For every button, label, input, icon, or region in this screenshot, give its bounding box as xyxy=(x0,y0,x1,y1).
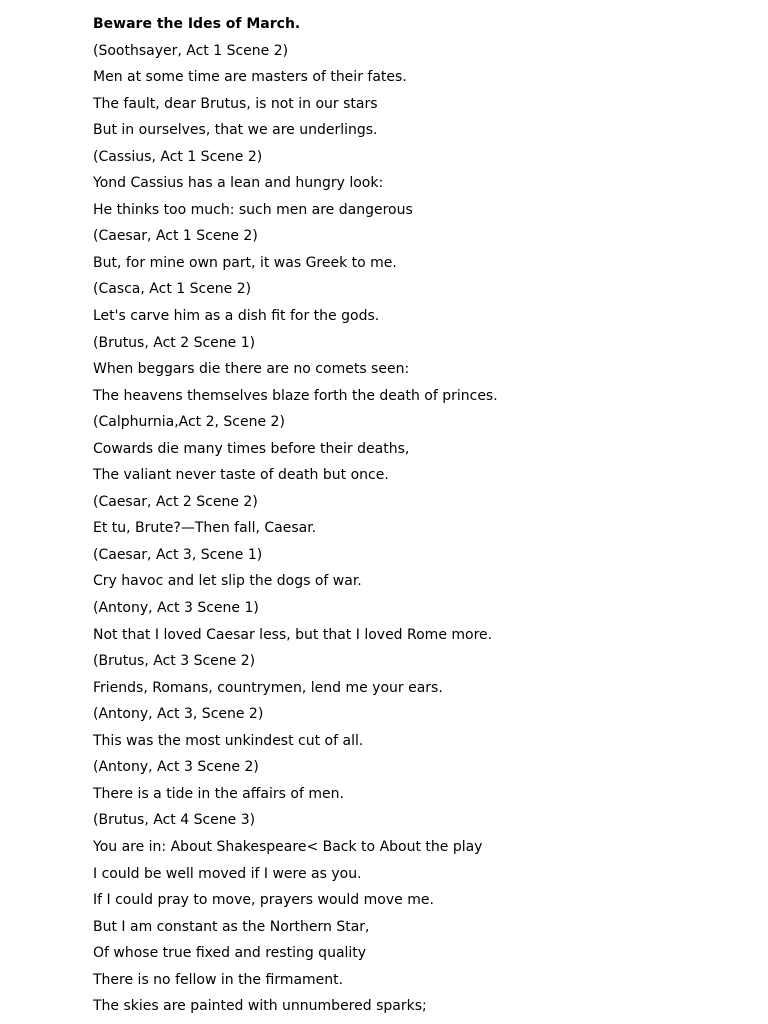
text-line: You are in: About Shakespeare< Back to About the play xyxy=(93,838,483,855)
text-line: Et tu, Brute?—Then fall, Caesar. xyxy=(93,520,317,537)
text-line: (Antony, Act 3, Scene 2) xyxy=(93,706,264,723)
text-line: He thinks too much: such men are dangerous xyxy=(93,201,413,218)
text-line: (Brutus, Act 2 Scene 1) xyxy=(93,334,256,351)
text-line: If I could pray to move, prayers would move me. xyxy=(93,892,434,909)
text-line: (Caesar, Act 3, Scene 1) xyxy=(93,546,263,563)
text-line: (Brutus, Act 3 Scene 2) xyxy=(93,653,256,670)
text-line: But I am constant as the Northern Star, xyxy=(93,918,370,935)
text-line: The skies are painted with unnumbered sparks; xyxy=(93,998,427,1015)
text-line: I could be well moved if I were as you. xyxy=(93,865,362,882)
text-line: Yond Cassius has a lean and hungry look: xyxy=(93,175,384,192)
text-line: Of whose true fixed and resting quality xyxy=(93,945,367,962)
text-line: (Antony, Act 3 Scene 2) xyxy=(93,759,259,776)
text-line: Men at some time are masters of their fates. xyxy=(93,69,407,86)
text-line: (Brutus, Act 4 Scene 3) xyxy=(93,812,256,829)
text-line: (Casca, Act 1 Scene 2) xyxy=(93,281,252,298)
text-line: (Cassius, Act 1 Scene 2) xyxy=(93,148,263,165)
text-line: Cowards die many times before their deaths, xyxy=(93,440,410,457)
text-line: (Caesar, Act 1 Scene 2) xyxy=(93,228,258,245)
text-line: The fault, dear Brutus, is not in our stars xyxy=(93,95,378,112)
text-line: There is a tide in the affairs of men. xyxy=(93,785,344,802)
text-line: (Calphurnia,Act 2, Scene 2) xyxy=(93,414,285,431)
text-line: (Antony, Act 3 Scene 1) xyxy=(93,600,259,617)
text-line: (Soothsayer, Act 1 Scene 2) xyxy=(93,42,289,59)
text-line: (Caesar, Act 2 Scene 2) xyxy=(93,493,258,510)
page-title: Beware the Ides of March. xyxy=(93,16,301,32)
text-line: This was the most unkindest cut of all. xyxy=(93,732,364,749)
quote-document xyxy=(93,14,728,1023)
text-line: When beggars die there are no comets seen: xyxy=(93,361,410,378)
text-line: Cry havoc and let slip the dogs of war. xyxy=(93,573,362,590)
text-line: But in ourselves, that we are underlings. xyxy=(93,122,378,139)
text-line: There is no fellow in the firmament. xyxy=(93,971,344,988)
text-line: But, for mine own part, it was Greek to me. xyxy=(93,254,397,271)
text-line: Friends, Romans, countrymen, lend me your ears. xyxy=(93,679,443,696)
text-line: Not that I loved Caesar less, but that I loved Rome more. xyxy=(93,626,493,643)
text-line: The heavens themselves blaze forth the death of princes. xyxy=(93,387,498,404)
text-line: Let's carve him as a dish fit for the gods. xyxy=(93,308,380,325)
text-line: The valiant never taste of death but once. xyxy=(93,467,389,484)
